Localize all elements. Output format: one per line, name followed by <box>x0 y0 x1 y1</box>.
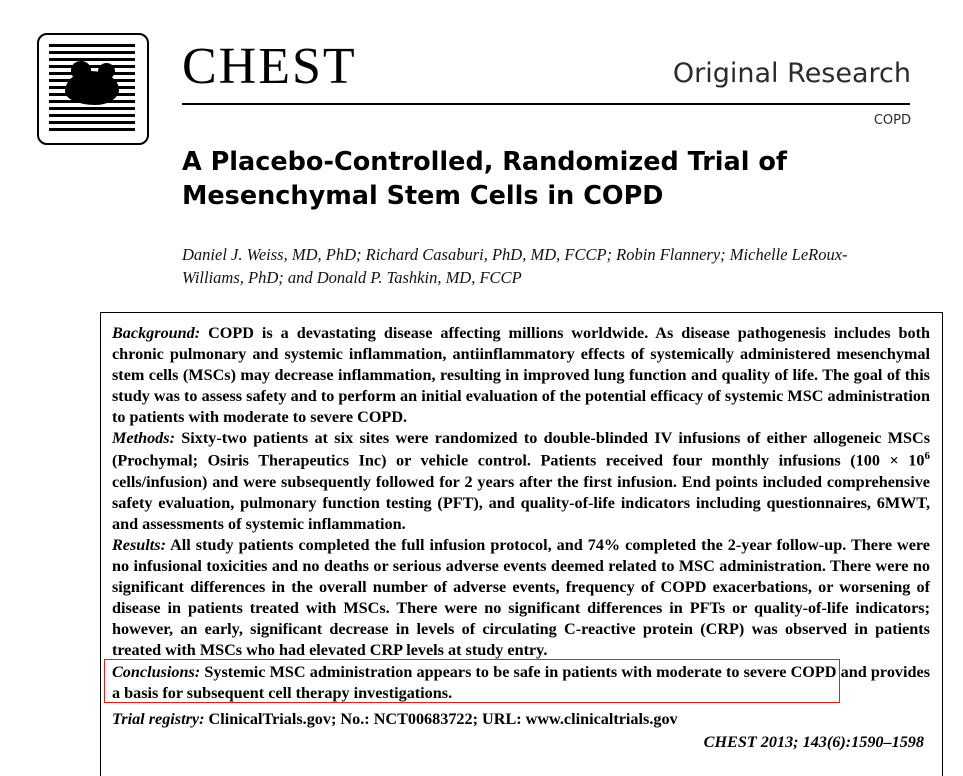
abstract-methods-text-2: cells/infusion) and were subsequently followed for 2 years after the first infusion. End points included comprehensive safety evaluation, pulmonary function testing (PFT), and quality-of-life indicators including questionnaires, 6MWT, and assessments of systemic inflammation. <box>112 472 930 533</box>
abstract-methods-exponent: 6 <box>924 450 930 463</box>
abstract-conclusions-text: Systemic MSC administration appears to be safe in patients with moderate to severe COPD and provides a basis for subsequent cell therapy investigations. <box>112 662 930 702</box>
page-title: A Placebo-Controlled, Randomized Trial of Mesenchymal Stem Cells in COPD <box>182 147 787 211</box>
trial-registry <box>112 709 930 730</box>
abstract-conclusions-label: Conclusions: <box>112 662 201 681</box>
masthead-divider <box>182 103 910 105</box>
section-heading: Original Research <box>672 58 911 89</box>
abstract-methods-text-1: Sixty-two patients at six sites were randomized to double-blinded IV infusions of either allogeneic MSCs (Prochymal; Osiris Therapeutics Inc) or vehicle control. Patients received four monthly infusions (100 <box>112 429 930 470</box>
trial-registry-label: Trial registry: <box>112 709 205 728</box>
abstract-box <box>100 312 943 776</box>
abstract-background-text: COPD is a devastating disease affecting millions worldwide. As disease pathogenesis includes both chronic pulmonary and systemic inflammation, antiinflammatory effects of systemically administered mesenchymal stem cells (MSCs) may decrease inflammation, resulting in improved lung function and quality of life. The goal of this study was to assess safety and to perform an initial evaluation of the potential efficacy of systemic MSC administration to patients with moderate to severe COPD. <box>112 324 930 426</box>
logo-lungs-icon <box>65 71 119 105</box>
masthead <box>0 0 963 140</box>
abstract-results <box>112 535 930 661</box>
abstract-background-label: Background: <box>112 324 201 342</box>
journal-title: CHEST <box>182 38 357 95</box>
topic-label: COPD <box>873 113 911 128</box>
abstract-results-label: Results: <box>112 536 166 555</box>
abstract-methods <box>112 428 930 534</box>
abstract-methods-label: Methods: <box>112 429 175 448</box>
abstract-background <box>112 323 930 428</box>
chest-lungs-logo <box>37 33 149 145</box>
abstract-results-text: All study patients completed the full infusion protocol, and 74% completed the 2-year follow-up. There were no infusional toxicities and no deaths or serious adverse events deemed related to MSC administration. There were no significant differences in the overall number of adverse events, frequency of COPD exacerbations, or worsening of disease in patients treated with MSCs. There were no significant differences in PFTs or quality-of-life indicators; however, an early, significant decrease in levels of circulating C-reactive protein (CRP) was observed in patients treated with MSCs who had elevated CRP levels at study entry. <box>112 536 930 659</box>
abstract-conclusions-container <box>112 662 930 704</box>
journal-citation: CHEST 2013; 143(6):1590–1598 <box>703 732 924 751</box>
author-list: Daniel J. Weiss, MD, PhD; Richard Casaburi, PhD, MD, FCCP; Robin Flannery; Michelle LeRoux-Williams, PhD; and Donald P. Tashkin, MD, FCCP <box>182 245 848 288</box>
trial-registry-text: ClinicalTrials.gov; No.: NCT00683722; URL: www.clinicaltrials.gov <box>204 709 678 728</box>
abstract-conclusions <box>112 662 930 704</box>
abstract-methods-multiplier: × 10 <box>889 451 925 470</box>
